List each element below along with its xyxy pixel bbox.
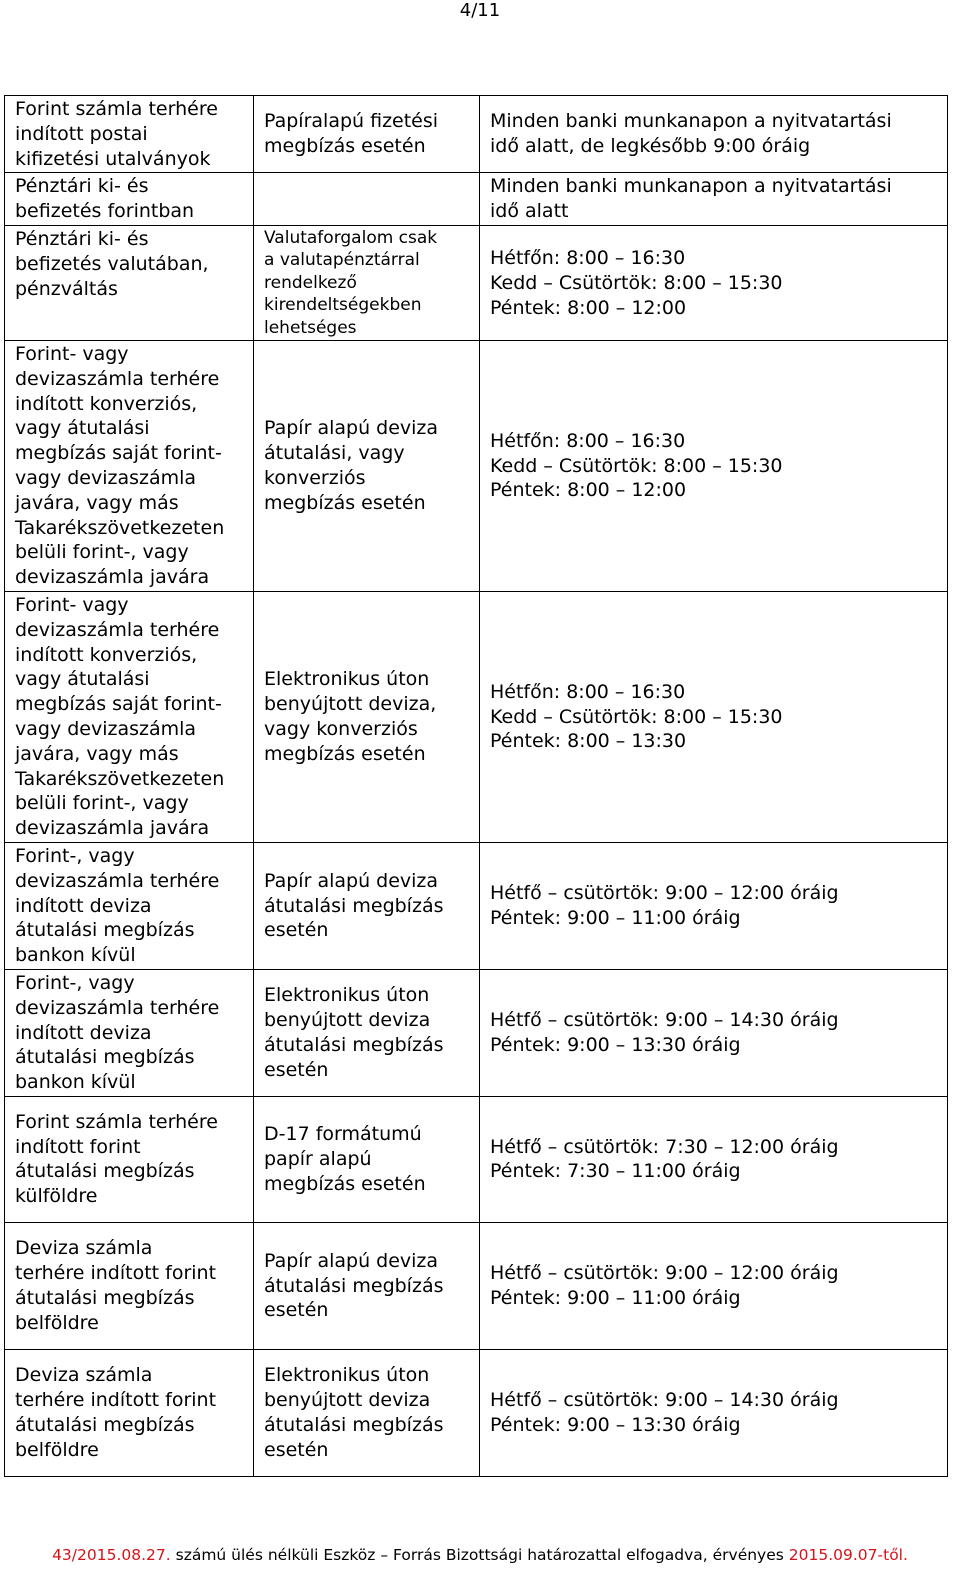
method-cell: Valutaforgalom csak a valutapénztárral rendelkező kirendeltségekben lehetséges — [254, 225, 480, 340]
method-cell: Papíralapú fizetési megbízás esetén — [254, 96, 480, 173]
hours-cell: Minden banki munkanapon a nyitvatartási idő alatt, de legkésőbb 9:00 óráig — [480, 96, 948, 173]
transaction-cell: Forint- vagy devizaszámla terhére indított konverziós, vagy átutalási megbízás saját forint- vagy devizaszámla javára, vagy más Takarékszövetkezeten belüli forint-, vagy devizaszámla javára — [5, 341, 254, 592]
method-cell: Elektronikus úton benyújtott deviza átutalási megbízás esetén — [254, 1349, 480, 1476]
resolution-number: 43/2015.08.27. — [52, 1546, 171, 1564]
effective-date: 2015.09.07-től. — [788, 1546, 908, 1564]
cutoff-schedule-table — [4, 95, 948, 1477]
method-cell: Elektronikus úton benyújtott deviza, vagy konverziós megbízás esetén — [254, 591, 480, 842]
table-row — [5, 842, 948, 969]
table-row — [5, 341, 948, 592]
transaction-cell: Deviza számla terhére indított forint átutalási megbízás belföldre — [5, 1349, 254, 1476]
hours-cell: Hétfő – csütörtök: 9:00 – 12:00 óráig Péntek: 9:00 – 11:00 óráig — [480, 1222, 948, 1349]
transaction-cell: Pénztári ki- és befizetés forintban — [5, 173, 254, 226]
footer-text: számú ülés nélküli Eszköz – Forrás Bizottsági határozattal elfogadva, érvényes — [170, 1546, 789, 1564]
method-cell: Papír alapú deviza átutalási, vagy konverziós megbízás esetén — [254, 341, 480, 592]
hours-cell: Hétfőn: 8:00 – 16:30 Kedd – Csütörtök: 8:00 – 15:30 Péntek: 8:00 – 13:30 — [480, 591, 948, 842]
hours-cell: Minden banki munkanapon a nyitvatartási idő alatt — [480, 173, 948, 226]
method-cell: Papír alapú deviza átutalási megbízás esetén — [254, 842, 480, 969]
hours-cell: Hétfőn: 8:00 – 16:30 Kedd – Csütörtök: 8:00 – 15:30 Péntek: 8:00 – 12:00 — [480, 225, 948, 340]
hours-cell: Hétfőn: 8:00 – 16:30 Kedd – Csütörtök: 8:00 – 15:30 Péntek: 8:00 – 12:00 — [480, 341, 948, 592]
table-row — [5, 225, 948, 340]
transaction-cell: Deviza számla terhére indított forint átutalási megbízás belföldre — [5, 1222, 254, 1349]
transaction-cell: Forint számla terhére indított postai kifizetési utalványok — [5, 96, 254, 173]
method-cell: D-17 formátumú papír alapú megbízás esetén — [254, 1096, 480, 1222]
transaction-cell: Forint-, vagy devizaszámla terhére indított deviza átutalási megbízás bankon kívül — [5, 969, 254, 1096]
hours-cell: Hétfő – csütörtök: 9:00 – 14:30 óráig Péntek: 9:00 – 13:30 óráig — [480, 969, 948, 1096]
table-row — [5, 1222, 948, 1349]
hours-cell: Hétfő – csütörtök: 7:30 – 12:00 óráig Péntek: 7:30 – 11:00 óráig — [480, 1096, 948, 1222]
method-cell: Elektronikus úton benyújtott deviza átutalási megbízás esetén — [254, 969, 480, 1096]
method-cell: Papír alapú deviza átutalási megbízás esetén — [254, 1222, 480, 1349]
page-footer — [8, 1545, 952, 1565]
table-row — [5, 969, 948, 1096]
table-row — [5, 173, 948, 226]
transaction-cell: Forint-, vagy devizaszámla terhére indított deviza átutalási megbízás bankon kívül — [5, 842, 254, 969]
table-row — [5, 1096, 948, 1222]
table-row — [5, 1349, 948, 1476]
transaction-cell: Pénztári ki- és befizetés valutában, pénzváltás — [5, 225, 254, 340]
table-row — [5, 591, 948, 842]
hours-cell: Hétfő – csütörtök: 9:00 – 12:00 óráig Péntek: 9:00 – 11:00 óráig — [480, 842, 948, 969]
table-row — [5, 96, 948, 173]
transaction-cell: Forint számla terhére indított forint átutalási megbízás külföldre — [5, 1096, 254, 1222]
hours-cell: Hétfő – csütörtök: 9:00 – 14:30 óráig Péntek: 9:00 – 13:30 óráig — [480, 1349, 948, 1476]
transaction-cell: Forint- vagy devizaszámla terhére indított konverziós, vagy átutalási megbízás saját forint- vagy devizaszámla javára, vagy más Takarékszövetkezeten belüli forint-, vagy devizaszámla javára — [5, 591, 254, 842]
page-number: 4/11 — [459, 0, 501, 21]
method-cell — [254, 173, 480, 226]
